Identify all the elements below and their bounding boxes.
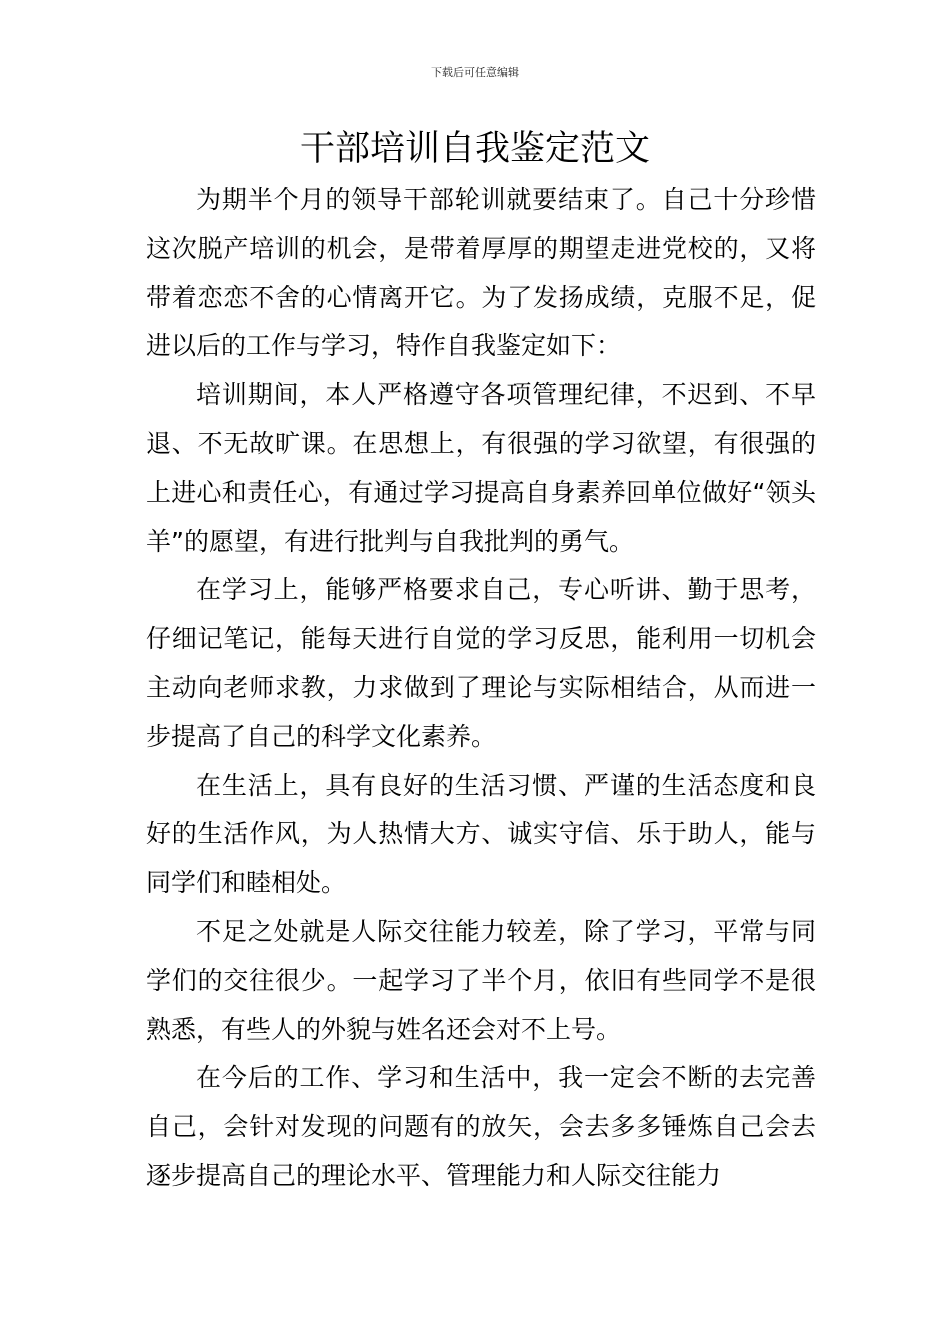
paragraph: 在生活上，具有良好的生活习惯、严谨的生活态度和良好的生活作风，为人热情大方、诚实守信、乐于助人，能与同学们和睦相处。 bbox=[146, 770, 816, 898]
paragraph: 在今后的工作、学习和生活中，我一定会不断的去完善自己，会针对发现的问题有的放矢，会去多多锤炼自己会去逐步提高自己的理论水平、管理能力和人际交往能力 bbox=[146, 1063, 816, 1190]
paragraph: 培训期间，本人严格遵守各项管理纪律，不迟到、不早退、不无故旷课。在思想上，有很强的学习欲望，有很强的上进心和责任心，有通过学习提高自身素养回单位做好“领头羊”的愿望，有进行批判与自我批判的勇气。 bbox=[146, 380, 816, 556]
header-note: 下载后可任意编辑 bbox=[431, 66, 519, 79]
document-title: 干部培训自我鉴定范文 bbox=[299, 129, 650, 169]
document-body bbox=[146, 176, 816, 1201]
paragraph: 在学习上，能够严格要求自己，专心听讲、勤于思考，仔细记笔记，能每天进行自觉的学习反思，能利用一切机会主动向老师求教，力求做到了理论与实际相结合，从而进一步提高了自己的科学文化素养。 bbox=[146, 575, 816, 751]
paragraph: 不足之处就是人际交往能力较差，除了学习，平常与同学们的交往很少。一起学习了半个月，依旧有些同学不是很熟悉，有些人的外貌与姓名还会对不上号。 bbox=[146, 916, 816, 1044]
paragraph: 为期半个月的领导干部轮训就要结束了。自己十分珍惜这次脱产培训的机会，是带着厚厚的期望走进党校的，又将带着恋恋不舍的心情离开它。为了发扬成绩，克服不足，促进以后的工作与学习，特作自我鉴定如下： bbox=[146, 185, 816, 361]
